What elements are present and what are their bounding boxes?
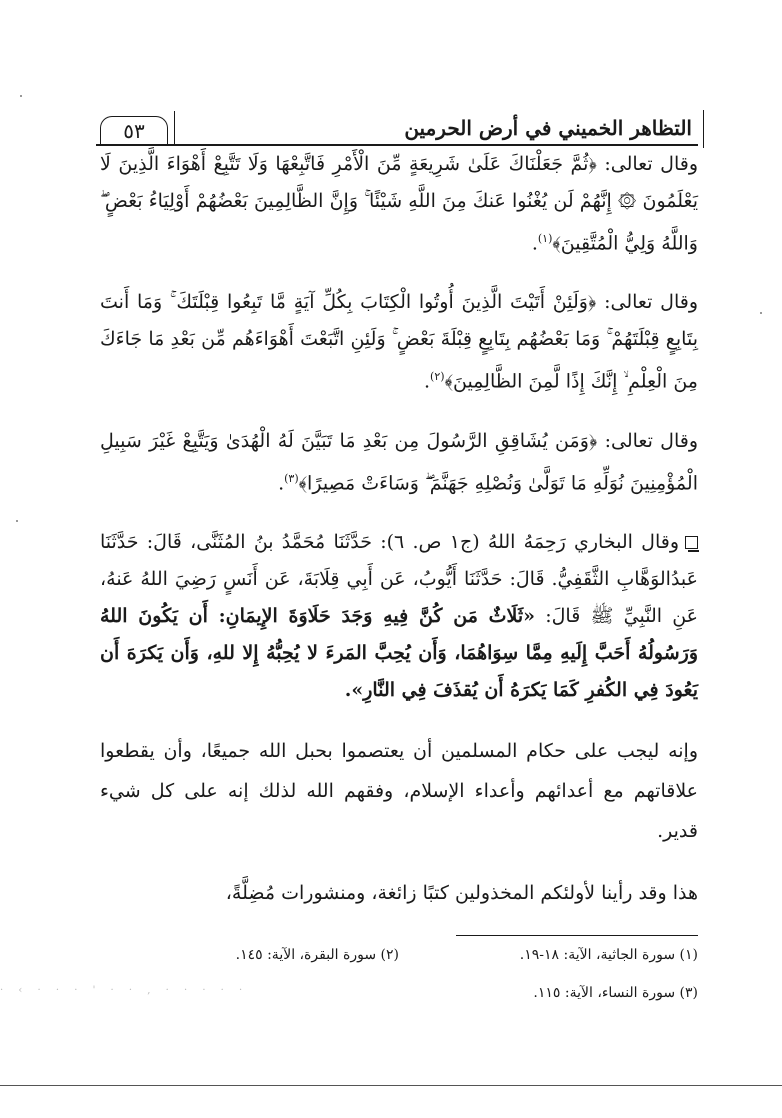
hadith-matn: «ثَلَاثٌ مَن كُنَّ فِيهِ وَجَدَ حَلَاوَةَ الإِيمَانِ: أَن يَكُونَ اللهُ وَرَسُولُهُ أَحَبَّ إِلَيهِ مِمَّا سِوَاهُمَا، وَأَن يُحِبَّ المَرءَ لا يُحِبُّهُ إِلا للهِ، وَأَن يَكرَهَ أَن يَعُودَ فِي الكُفرِ كَمَا يَكرَهُ أَن يُقذَفَ فِي النَّارِ». [100,604,698,701]
footnote-row [100,946,698,964]
period: . [278,471,285,494]
scan-speck [16,520,18,522]
prose-paragraph-1: وإنه ليجب على حكام المسلمين أن يعتصموا بحبل الله جميعًا، وأن يقطعوا علاقاتهم مع أعدائهم وأعداء الإسلام، وفقهم الله لذلك إنه على كل شيء قدير. [100,739,698,842]
quran-verse: ﴿ثُمَّ جَعَلْنَاكَ عَلَىٰ شَرِيعَةٍ مِّنَ الْأَمْرِ فَاتَّبِعْهَا وَلَا تَتَّبِعْ أَهْوَاءَ الَّذِينَ لَا يَعْلَمُونَ ۞ إِنَّهُمْ لَن يُغْنُوا عَنكَ مِنَ اللَّهِ شَيْئًا ۚ وَإِنَّ الظَّالِمِينَ بَعْضُهُمْ أَوْلِيَاءُ بَعْضٍ ۖ وَاللَّهُ وَلِيُّ الْمُتَّقِينَ﴾ [100,153,698,255]
hadith-paragraph [100,524,698,709]
quran-verse: ﴿وَلَئِنْ أَتَيْتَ الَّذِينَ أُوتُوا الْكِتَابَ بِكُلِّ آيَةٍ مَّا تَبِعُوا قِبْلَتَكَ ۚ وَمَا أَنتَ بِتَابِعٍ قِبْلَتَهُمْ ۚ وَمَا بَعْضُهُم بِتَابِعٍ قِبْلَةَ بَعْضٍ ۚ وَلَئِنِ اتَّبَعْتَ أَهْوَاءَهُم مِّن بَعْدِ مَا جَاءَكَ مِنَ الْعِلْمِ ۙ إِنَّكَ إِذًا لَّمِنَ الظَّالِمِينَ﴾ [100,291,698,393]
scan-noise: · ‹ · · · ' · · , · · · · · [0,985,249,996]
intro-text: وقال تعالى: [596,153,698,175]
intro-text: وقال تعالى: [597,429,698,452]
intro-text: وقال تعالى: [596,291,698,314]
running-header [96,110,698,146]
scan-speck [20,95,22,97]
footnote-ref: (٢) [430,370,445,384]
footnotes [100,946,698,1022]
scan-speck [760,312,762,314]
quran-paragraph-3 [100,423,698,502]
hadith-isnad: وقال البخاري رَحِمَهُ اللهُ (ج١ ص. ٦): حَدَّثَنَا مُحَمَّدُ بنُ المُثَنَّى، قَالَ: حَدَّثَنَا عَبدُالوَهَّابِ الثَّقَفِيُّ. قَالَ: حَدَّثَنَا أَيُّوبُ، عَن أَبِي قِلَابَةَ، عَن أَنَسٍ رَضِيَ اللهُ عَنهُ، عَنِ النَّبِيِّ ﷺ قَالَ: [100,530,699,627]
quran-paragraph-2 [100,284,698,400]
period: . [531,232,538,255]
scan-edge-line [0,1085,782,1086]
page-number: ٥٣ [100,116,168,145]
footnote-rule [456,935,698,936]
prose-paragraph-2: هذا وقد رأينا لأولئكم المخذولين كتبًا زائغة، ومنشورات مُضِلَّةً، [225,881,698,904]
footnote-ref: (٣) [284,471,299,485]
quran-paragraph-1 [100,146,698,262]
footnote-2: (٢) سورة البقرة، الآية: ١٤٥. [235,947,399,963]
quran-verse: ﴿وَمَن يُشَاقِقِ الرَّسُولَ مِن بَعْدِ مَا تَبَيَّنَ لَهُ الْهُدَىٰ وَيَتَّبِعْ غَيْرَ سَبِيلِ الْمُؤْمِنِينَ نُوَلِّهِ مَا تَوَلَّىٰ وَنُصْلِهِ جَهَنَّمَ ۖ وَسَاءَتْ مَصِيرًا﴾ [100,429,698,494]
page-body [100,146,698,935]
period: . [424,370,431,393]
running-title: التظاهر الخميني في أرض الحرمين [404,116,692,140]
footnote-1: (١) سورة الجاثية، الآية: ١٨-١٩. [519,947,698,963]
header-divider [703,110,704,148]
footnote-ref: (١) [537,232,553,245]
square-bullet-icon [685,536,698,549]
footnote-3: (٣) سورة النساء، الآية: ١١٥. [533,985,698,1001]
